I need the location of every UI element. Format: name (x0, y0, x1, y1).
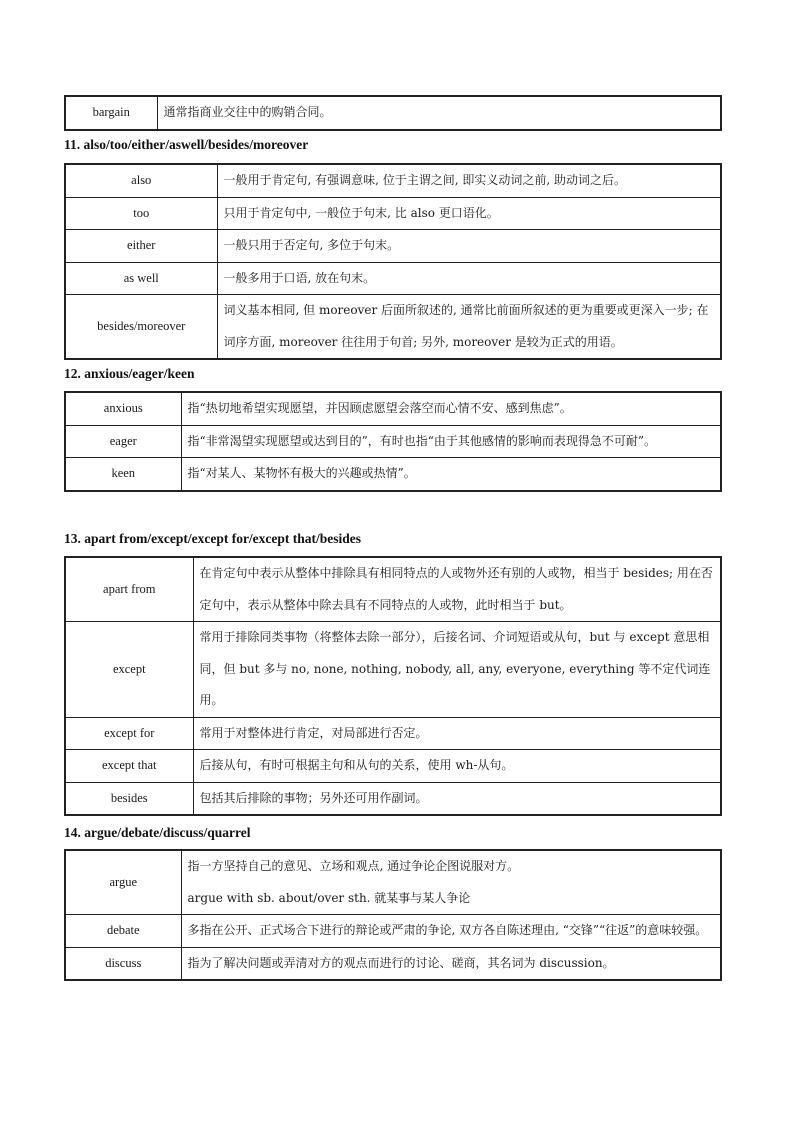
description-cell: 多指在公开、正式场合下进行的辩论或严肃的争论, 双方各自陈述理由, “交锋”“往返”的意味较强。 (181, 915, 721, 948)
term-cell: either (65, 230, 217, 263)
description-cell: 后接从句，有时可根据主句和从句的关系，使用 wh-从句。 (193, 750, 721, 783)
table-section-12 (64, 391, 722, 492)
table-row (65, 295, 721, 360)
table-row (65, 392, 721, 425)
description-cell: 常用于排除同类事物（将整体去除一部分），后接名词、介词短语或从句，but 与 except 意思相同，但 but 多与 no, none, nothing, nobody, all, any, everyone, everything 等不定代词连用。 (193, 622, 721, 718)
description-cell: 指“非常渴望实现愿望或达到目的”，有时也指“由于其他感情的影响而表现得急不可耐”。 (181, 425, 721, 458)
description-cell: 一般用于肯定句, 有强调意味, 位于主谓之间, 即实义动词之前, 助动词之后。 (217, 164, 721, 197)
description-line: 指一方坚持自己的意见、立场和观点, 通过争论企图说服对方。 (187, 859, 520, 873)
table-row (65, 750, 721, 783)
term-cell: except (65, 622, 193, 718)
term-cell: also (65, 164, 217, 197)
description-cell: 常用于对整体进行肯定，对局部进行否定。 (193, 717, 721, 750)
term-cell: apart from (65, 557, 193, 622)
description-cell: 一般只用于否定句, 多位于句末。 (217, 230, 721, 263)
description-cell: 指“热切地希望实现愿望，并因顾虑愿望会落空而心情不安、感到焦虑”。 (181, 392, 721, 425)
table-row (65, 850, 721, 915)
description-cell: 指“对某人、某物怀有极大的兴趣或热情”。 (181, 458, 721, 491)
term-cell: bargain (65, 96, 157, 130)
description-cell: 指为了解决问题或弄清对方的观点而进行的讨论、磋商，其名词为 discussion。 (181, 947, 721, 980)
term-cell: keen (65, 458, 181, 491)
term-cell: as well (65, 262, 217, 295)
usage-example: argue with sb. about/over sth. 就某事与某人争论 (187, 890, 471, 905)
term-cell: besides (65, 782, 193, 815)
term-cell: eager (65, 425, 181, 458)
table-row (65, 425, 721, 458)
term-cell: argue (65, 850, 181, 915)
term-cell: except that (65, 750, 193, 783)
table-row (65, 557, 721, 622)
term-cell: besides/moreover (65, 295, 217, 360)
table-row (65, 230, 721, 263)
table-bargain (64, 95, 722, 131)
section-heading-14: 14. argue/debate/discuss/quarrel (64, 825, 251, 840)
section-heading-13: 13. apart from/except/except for/except that/besides (64, 531, 362, 546)
section-heading-12: 12. anxious/eager/keen (64, 366, 195, 381)
description-cell: 只用于肯定句中, 一般位于句末, 比 also 更口语化。 (217, 197, 721, 230)
table-section-11 (64, 163, 722, 360)
section-heading-11: 11. also/too/either/aswell/besides/moreover (64, 137, 309, 152)
table-row (65, 164, 721, 197)
table-section-13 (64, 556, 722, 816)
table-row (65, 96, 721, 130)
term-cell: debate (65, 915, 181, 948)
table-row (65, 262, 721, 295)
description-cell: 在肯定句中表示从整体中排除具有相同特点的人或物外还有别的人或物，相当于 besides; 用在否定句中，表示从整体中除去具有不同特点的人或物，此时相当于 but。 (193, 557, 721, 622)
table-row (65, 717, 721, 750)
table-row (65, 915, 721, 948)
table-row (65, 197, 721, 230)
term-cell: anxious (65, 392, 181, 425)
description-cell: 一般多用于口语, 放在句末。 (217, 262, 721, 295)
description-cell: 词义基本相同, 但 moreover 后面所叙述的, 通常比前面所叙述的更为重要或更深入一步; 在词序方面, moreover 往往用于句首; 另外, moreover 是较为正式的用语。 (217, 295, 721, 360)
term-cell: too (65, 197, 217, 230)
term-cell: except for (65, 717, 193, 750)
term-cell: discuss (65, 947, 181, 980)
table-row (65, 458, 721, 491)
table-row (65, 782, 721, 815)
description-cell (181, 850, 721, 915)
description-cell: 通常指商业交往中的购销合同。 (157, 96, 721, 130)
table-section-14 (64, 849, 722, 981)
description-cell: 包括其后排除的事物；另外还可用作副词。 (193, 782, 721, 815)
table-row (65, 622, 721, 718)
table-row (65, 947, 721, 980)
